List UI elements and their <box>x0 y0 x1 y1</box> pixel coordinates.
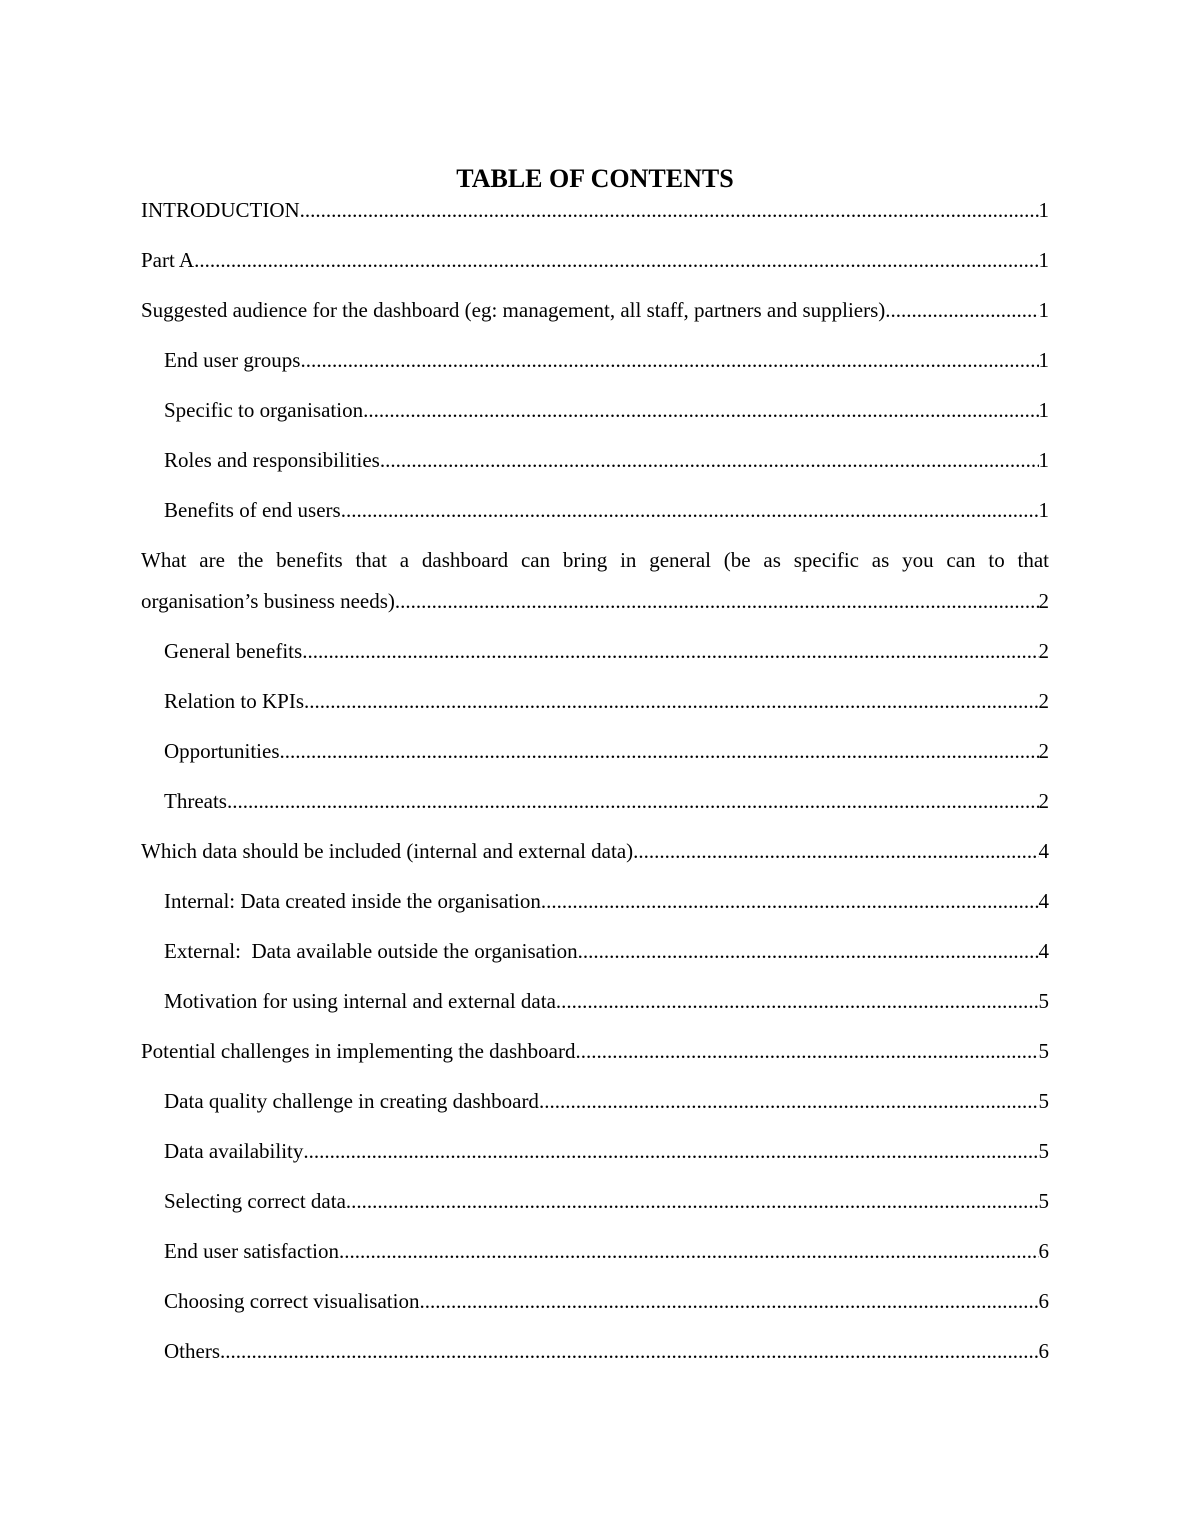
toc-entry-page: 5 <box>1038 989 1049 1013</box>
toc-entry-dashboard-benefits[interactable] <box>141 546 1049 615</box>
toc-entry-page: 5 <box>1038 1039 1049 1063</box>
toc-entry-page: 1 <box>1038 248 1049 272</box>
toc-entry-page: 2 <box>1038 739 1049 763</box>
dot-leader <box>380 446 1039 474</box>
toc-entry-label-line1: What are the benefits that a dashboard can bring in general (be as specific as you can to that <box>141 548 1049 572</box>
toc-entry-data-availability[interactable] <box>141 1137 1049 1165</box>
toc-entry-page: 1 <box>1038 398 1049 422</box>
toc-entry-label: General benefits <box>164 639 303 663</box>
toc-entry-label: Which data should be included (internal and external data) <box>141 839 634 863</box>
toc-entry-opportunities[interactable] <box>141 737 1049 765</box>
toc-entry-part-a[interactable] <box>141 246 1049 274</box>
toc-entry-end-user-groups[interactable] <box>141 346 1049 374</box>
toc-entry-label: Part A <box>141 248 195 272</box>
toc-entry-data-quality[interactable] <box>141 1087 1049 1115</box>
toc-entry-others[interactable] <box>141 1337 1049 1365</box>
toc-entry-page: 2 <box>1038 789 1049 813</box>
toc-entry-page: 6 <box>1038 1239 1049 1263</box>
toc-entry-internal-data[interactable] <box>141 887 1049 915</box>
toc-entry-label: Threats <box>164 789 227 813</box>
toc-entry-label: Internal: Data created inside the organisation <box>164 889 541 913</box>
toc-entry-selecting-correct-data[interactable] <box>141 1187 1049 1215</box>
toc-entry-choosing-visualisation[interactable] <box>141 1287 1049 1315</box>
toc-entry-external-data[interactable] <box>141 937 1049 965</box>
toc-entry-page: 6 <box>1038 1289 1049 1313</box>
toc-entry-page: 4 <box>1038 939 1049 963</box>
toc-entry-page: 4 <box>1038 839 1049 863</box>
toc-entry-label: Data quality challenge in creating dashboard <box>164 1089 539 1113</box>
toc-entry-label: End user satisfaction <box>164 1239 339 1263</box>
toc-entry-introduction[interactable] <box>141 196 1049 224</box>
toc-entry-label: End user groups <box>164 348 301 372</box>
toc-entry-label: Benefits of end users <box>164 498 341 522</box>
toc-entry-label: Choosing correct visualisation <box>164 1289 420 1313</box>
dot-leader <box>575 1037 1038 1065</box>
toc-entry-potential-challenges[interactable] <box>141 1037 1049 1065</box>
toc-entry-label: External: Data available outside the organisation <box>164 939 578 963</box>
toc-entry-page: 1 <box>1038 198 1049 222</box>
dot-leader <box>363 396 1038 424</box>
toc-entry-page: 4 <box>1038 889 1049 913</box>
toc-entry-label: Others <box>164 1339 220 1363</box>
toc-entry-page: 1 <box>1038 448 1049 472</box>
dot-leader <box>302 637 1038 665</box>
toc-entry-label: Relation to KPIs <box>164 689 304 713</box>
dot-leader <box>419 1287 1038 1315</box>
toc-entry-threats[interactable] <box>141 787 1049 815</box>
dot-leader <box>556 987 1039 1015</box>
toc-entry-label: Potential challenges in implementing the dashboard <box>141 1039 576 1063</box>
dot-leader <box>341 496 1039 524</box>
toc-entry-line2 <box>141 587 1049 615</box>
toc-entry-label: Motivation for using internal and external data <box>164 989 556 1013</box>
toc-entry-label: Roles and responsibilities <box>164 448 380 472</box>
dot-leader <box>300 196 1039 224</box>
dot-leader <box>194 246 1038 274</box>
dot-leader <box>300 346 1038 374</box>
toc-entry-label: Selecting correct data <box>164 1189 346 1213</box>
toc-entry-page: 1 <box>1038 498 1049 522</box>
dot-leader <box>280 737 1039 765</box>
toc-entry-motivation[interactable] <box>141 987 1049 1015</box>
toc-entry-page: 5 <box>1038 1139 1049 1163</box>
toc-entry-page: 5 <box>1038 1089 1049 1113</box>
dot-leader <box>541 887 1039 915</box>
toc-entry-page: 2 <box>1038 589 1049 613</box>
dot-leader <box>885 296 1038 324</box>
toc-entry-label: Suggested audience for the dashboard (eg: management, all staff, partners and suppliers) <box>141 298 886 322</box>
dot-leader <box>220 1337 1039 1365</box>
dot-leader <box>304 687 1039 715</box>
dot-leader <box>303 1137 1038 1165</box>
toc-entry-which-data[interactable] <box>141 837 1049 865</box>
toc-entry-page: 2 <box>1038 639 1049 663</box>
toc-entry-page: 6 <box>1038 1339 1049 1363</box>
toc-entry-benefits-of-end-users[interactable] <box>141 496 1049 524</box>
toc-entry-label-line2: organisation’s business needs) <box>141 589 395 613</box>
toc-entry-suggested-audience[interactable] <box>141 296 1049 324</box>
dot-leader <box>578 937 1039 965</box>
toc-entry-label: Data availability <box>164 1139 304 1163</box>
dot-leader <box>339 1237 1039 1265</box>
toc-entry-page: 2 <box>1038 689 1049 713</box>
toc-entry-end-user-satisfaction[interactable] <box>141 1237 1049 1265</box>
toc-entry-label: Opportunities <box>164 739 280 763</box>
table-of-contents <box>141 196 1049 1387</box>
dot-leader <box>633 837 1038 865</box>
toc-entry-page: 1 <box>1038 298 1049 322</box>
toc-entry-page: 5 <box>1038 1189 1049 1213</box>
toc-entry-specific-to-organisation[interactable] <box>141 396 1049 424</box>
dot-leader <box>227 787 1039 815</box>
toc-entry-relation-to-kpis[interactable] <box>141 687 1049 715</box>
dot-leader <box>539 1087 1039 1115</box>
toc-entry-roles-and-responsibilities[interactable] <box>141 446 1049 474</box>
toc-entry-page: 1 <box>1038 348 1049 372</box>
toc-entry-label: Specific to organisation <box>164 398 364 422</box>
dot-leader <box>395 587 1039 615</box>
toc-entry-general-benefits[interactable] <box>141 637 1049 665</box>
dot-leader <box>346 1187 1039 1215</box>
toc-entry-label: INTRODUCTION <box>141 198 300 222</box>
toc-title: TABLE OF CONTENTS <box>456 164 734 193</box>
